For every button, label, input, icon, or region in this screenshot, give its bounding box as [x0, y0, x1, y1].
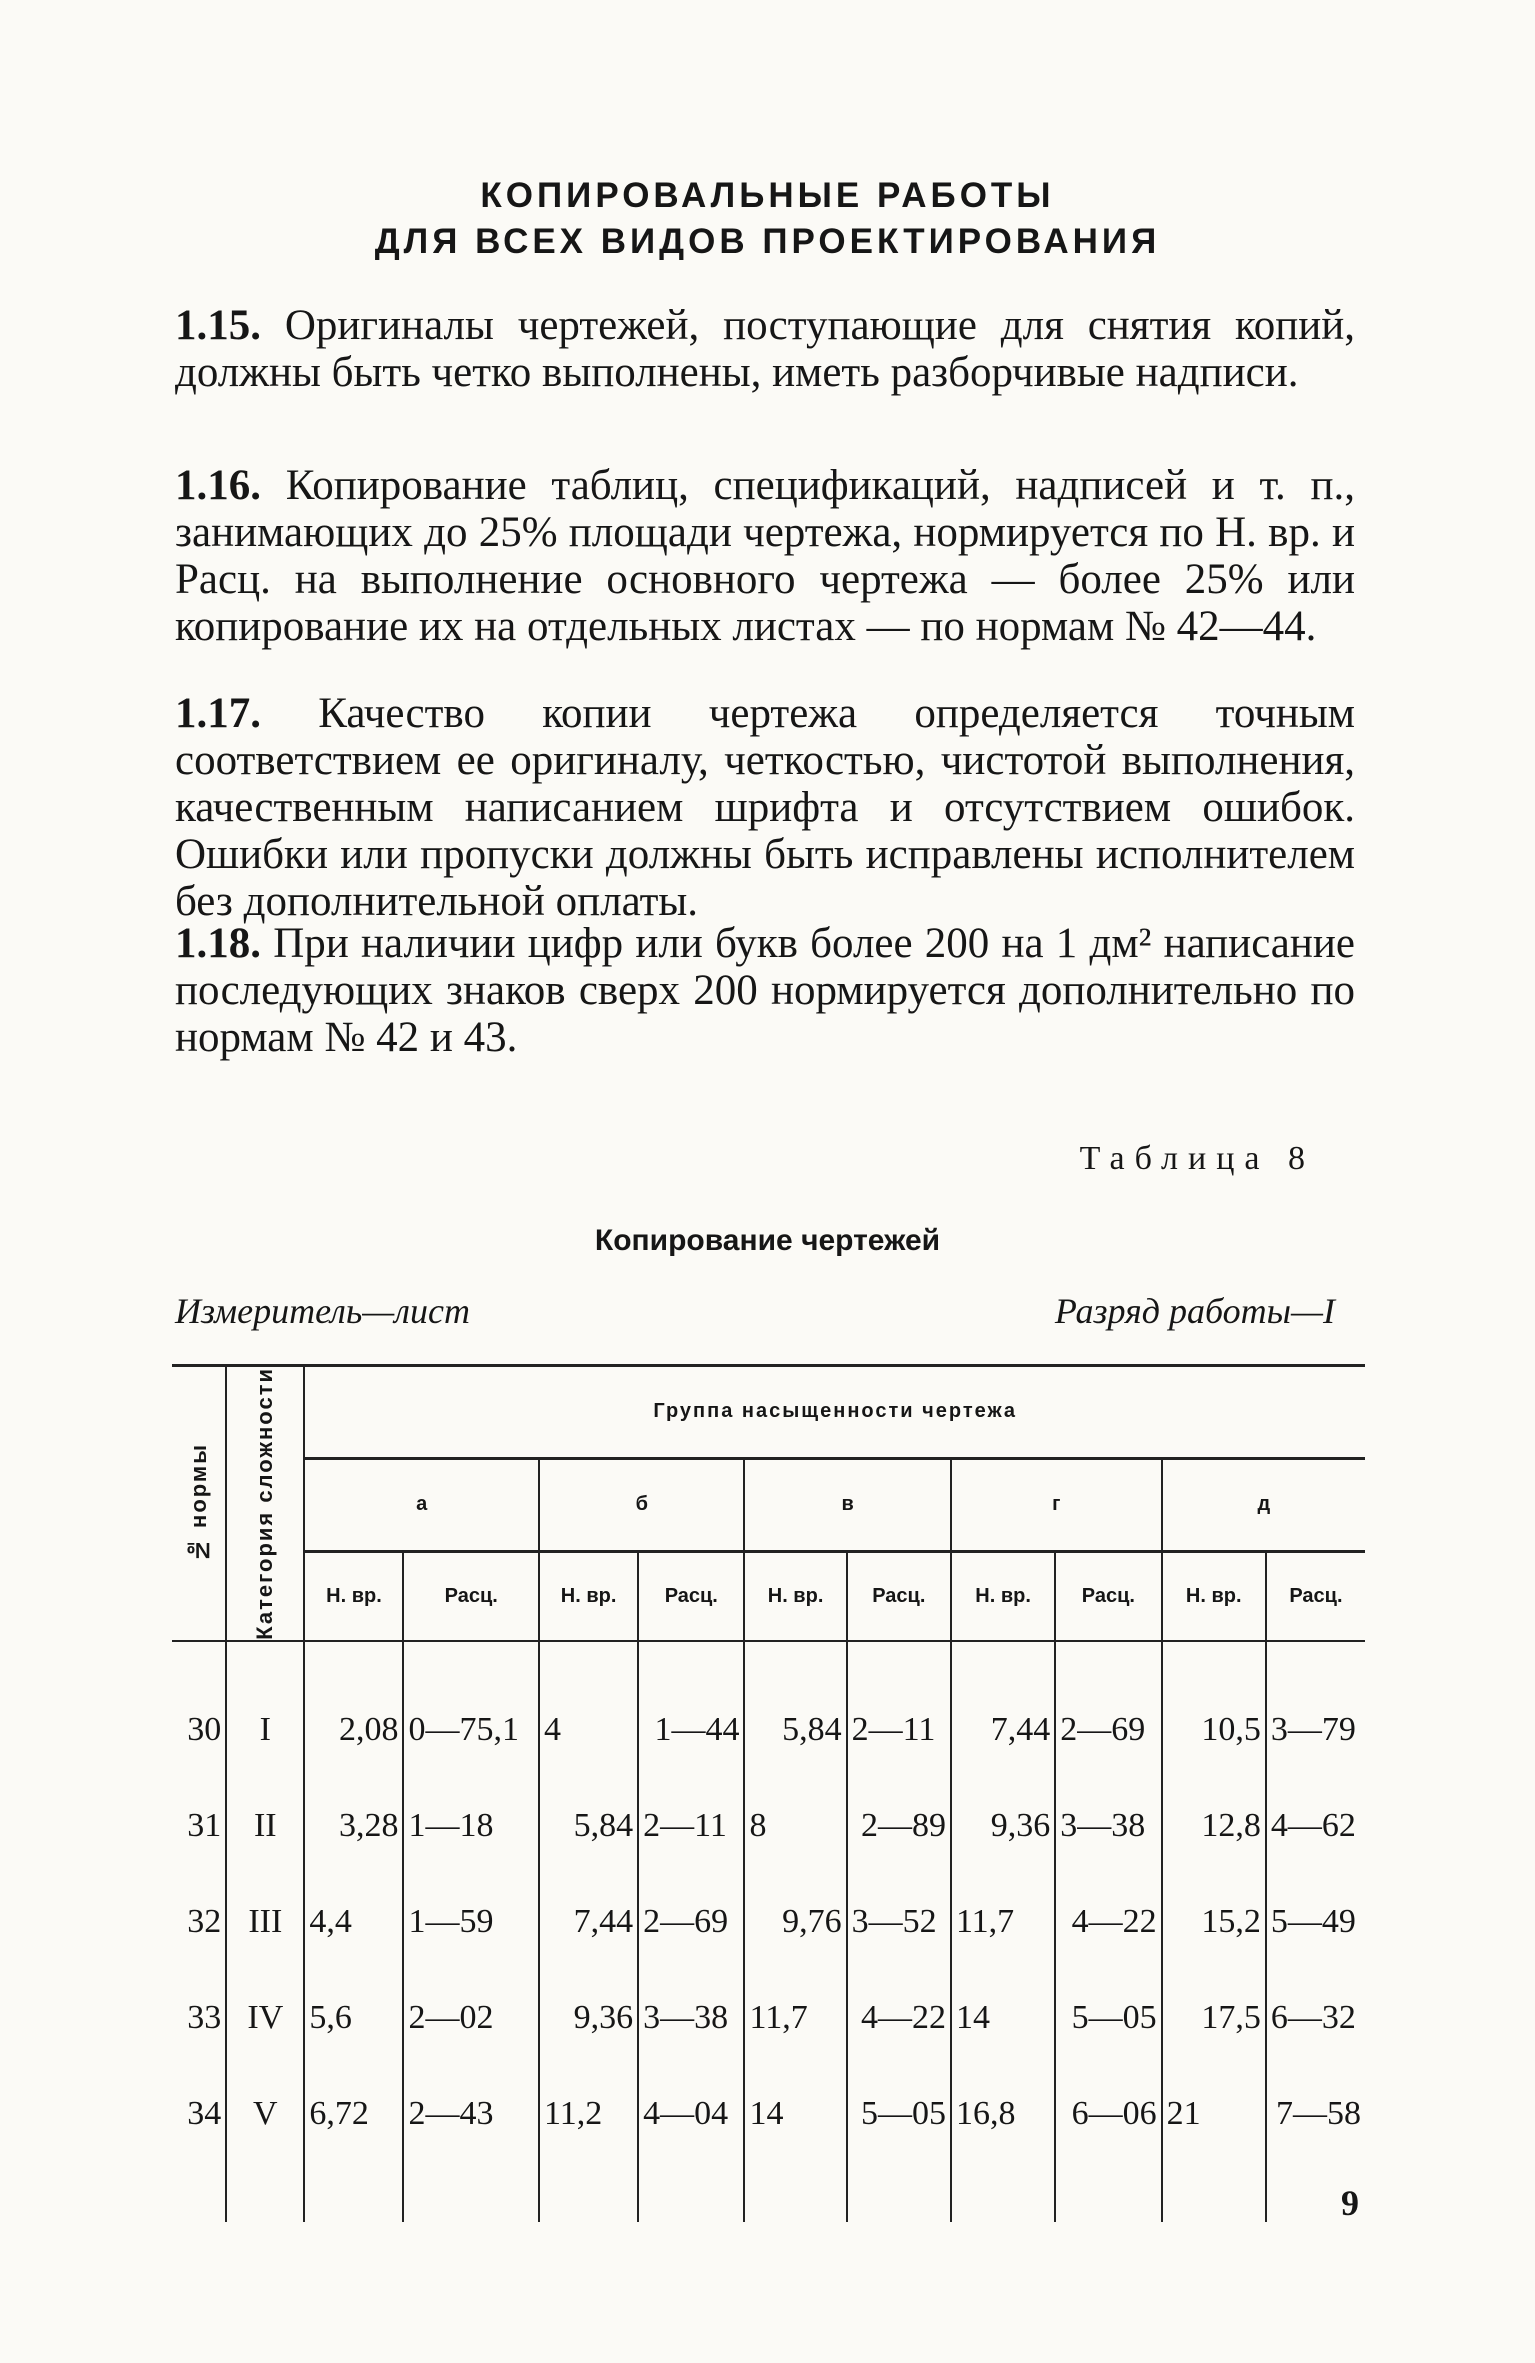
cell-time: 7,44	[539, 1874, 638, 1970]
cell-time: 21	[1162, 2066, 1266, 2162]
cell-time: 11,7	[951, 1874, 1055, 1970]
paragraph-1-16	[175, 462, 1355, 650]
category: III	[226, 1874, 304, 1970]
norm-number: 33	[172, 1970, 226, 2066]
cell-rate: 2—11	[847, 1682, 951, 1778]
group-letter: а	[304, 1458, 539, 1551]
paragraph-text: Оригиналы чертежей, поступающие для снятия копий, должны быть четко выполнены, иметь разборчивые надписи.	[175, 302, 1355, 396]
page-number: 9	[1341, 2183, 1359, 2223]
norm-number: 34	[172, 2066, 226, 2162]
unit-of-measure: Измеритель—лист	[175, 1291, 470, 1331]
cell-rate: 7—58	[1266, 2066, 1365, 2162]
paragraph-1-18	[175, 920, 1355, 1061]
cell-rate: 5—49	[1266, 1874, 1365, 1970]
cell-time: 2,08	[304, 1682, 403, 1778]
cell-rate: 3—38	[638, 1970, 744, 2066]
cell-time: 5,84	[744, 1682, 846, 1778]
group-letter: д	[1162, 1458, 1365, 1551]
cell-rate: 4—04	[638, 2066, 744, 2162]
cell-rate: 2—69	[638, 1874, 744, 1970]
cell-time: 10,5	[1162, 1682, 1266, 1778]
cell-rate: 3—52	[847, 1874, 951, 1970]
cell-rate: 4—62	[1266, 1778, 1365, 1874]
cell-rate: 1—44	[638, 1682, 744, 1778]
table-row	[172, 2066, 1365, 2162]
group-letter: б	[539, 1458, 744, 1551]
paragraph-1-15	[175, 302, 1355, 396]
header-category: Категория сложности	[226, 1366, 304, 1641]
category: IV	[226, 1970, 304, 2066]
group-letter: в	[744, 1458, 950, 1551]
cell-time: 17,5	[1162, 1970, 1266, 2066]
cell-time: 7,44	[951, 1682, 1055, 1778]
cell-rate: 2—02	[403, 1970, 539, 2066]
paragraph-number: 1.17.	[175, 690, 261, 737]
paragraph-text: Качество копии чертежа определяется точным соответствием ее оригиналу, четкостью, чистотой выполнения, качественным написанием шрифта и отсутствием ошибок. Ошибки или пропуски должны быть исправлены исполнителем без дополнительной оплаты.	[175, 690, 1355, 925]
sub-header-rate: Расц.	[847, 1551, 951, 1641]
cell-time: 4	[539, 1682, 638, 1778]
norm-number: 31	[172, 1778, 226, 1874]
group-letter: г	[951, 1458, 1162, 1551]
cell-time: 8	[744, 1778, 846, 1874]
sub-header-rate: Расц.	[403, 1551, 539, 1641]
cell-rate: 4—22	[1055, 1874, 1161, 1970]
cell-time: 3,28	[304, 1778, 403, 1874]
table-spacer	[172, 1641, 1365, 1682]
paragraph-text: При наличии цифр или букв более 200 на 1 дм² написание последующих знаков сверх 200 нормируется дополнительно по нормам № 42 и 43.	[175, 920, 1355, 1061]
cell-time: 9,76	[744, 1874, 846, 1970]
norms-table	[172, 1364, 1365, 2222]
table-label: Таблица 8	[1079, 1140, 1315, 1177]
cell-rate: 3—38	[1055, 1778, 1161, 1874]
table-title: Копирование чертежей	[594, 1224, 941, 1257]
cell-rate: 2—43	[403, 2066, 539, 2162]
table-row	[172, 1970, 1365, 2066]
cell-rate: 0—75,1	[403, 1682, 539, 1778]
cell-time: 15,2	[1162, 1874, 1266, 1970]
sub-header-time: Н. вр.	[951, 1551, 1055, 1641]
cell-rate: 4—22	[847, 1970, 951, 2066]
table-row	[172, 1874, 1365, 1970]
work-grade: Разряд работы—I	[1054, 1291, 1335, 1331]
cell-time: 4,4	[304, 1874, 403, 1970]
cell-time: 6,72	[304, 2066, 403, 2162]
table-row	[172, 1682, 1365, 1778]
paragraph-text: Копирование таблиц, спецификаций, надписей и т. п., занимающих до 25% площади чертежа, нормируется по Н. вр. и Расц. на выполнение основного чертежа — более 25% или копирование их на отдельных листах — по нормам № 42—44.	[175, 462, 1356, 650]
norm-number: 32	[172, 1874, 226, 1970]
paragraph-number: 1.16.	[175, 462, 261, 509]
cell-time: 9,36	[951, 1778, 1055, 1874]
paragraph-number: 1.15.	[175, 302, 261, 349]
table-spacer	[172, 2162, 1365, 2222]
sub-header-time: Н. вр.	[304, 1551, 403, 1641]
cell-rate: 2—11	[638, 1778, 744, 1874]
norm-number: 30	[172, 1682, 226, 1778]
cell-time: 16,8	[951, 2066, 1055, 2162]
cell-rate: 5—05	[847, 2066, 951, 2162]
sub-header-rate: Расц.	[638, 1551, 744, 1641]
cell-rate: 6—32	[1266, 1970, 1365, 2066]
cell-rate: 1—59	[403, 1874, 539, 1970]
category: V	[226, 2066, 304, 2162]
section-heading-line1: КОПИРОВАЛЬНЫЕ РАБОТЫ	[480, 176, 1055, 215]
sub-header-time: Н. вр.	[539, 1551, 638, 1641]
cell-rate: 6—06	[1055, 2066, 1161, 2162]
cell-time: 9,36	[539, 1970, 638, 2066]
table-row	[172, 1778, 1365, 1874]
sub-header-time: Н. вр.	[1162, 1551, 1266, 1641]
category: I	[226, 1682, 304, 1778]
category: II	[226, 1778, 304, 1874]
cell-time: 11,7	[744, 1970, 846, 2066]
cell-time: 5,84	[539, 1778, 638, 1874]
cell-time: 5,6	[304, 1970, 403, 2066]
sub-header-rate: Расц.	[1055, 1551, 1161, 1641]
sub-header-rate: Расц.	[1266, 1551, 1365, 1641]
section-heading-line2: ДЛЯ ВСЕХ ВИДОВ ПРОЕКТИРОВАНИЯ	[374, 222, 1161, 261]
sub-header-time: Н. вр.	[744, 1551, 846, 1641]
cell-rate: 2—69	[1055, 1682, 1161, 1778]
header-norm-number: № нормы	[172, 1366, 226, 1641]
cell-time: 14	[951, 1970, 1055, 2066]
paragraph-number: 1.18.	[175, 920, 261, 967]
cell-rate: 1—18	[403, 1778, 539, 1874]
cell-time: 14	[744, 2066, 846, 2162]
header-group: Группа насыщенности чертежа	[304, 1366, 1365, 1459]
cell-rate: 3—79	[1266, 1682, 1365, 1778]
cell-rate: 2—89	[847, 1778, 951, 1874]
cell-rate: 5—05	[1055, 1970, 1161, 2066]
cell-time: 11,2	[539, 2066, 638, 2162]
paragraph-1-17	[175, 690, 1355, 925]
cell-time: 12,8	[1162, 1778, 1266, 1874]
